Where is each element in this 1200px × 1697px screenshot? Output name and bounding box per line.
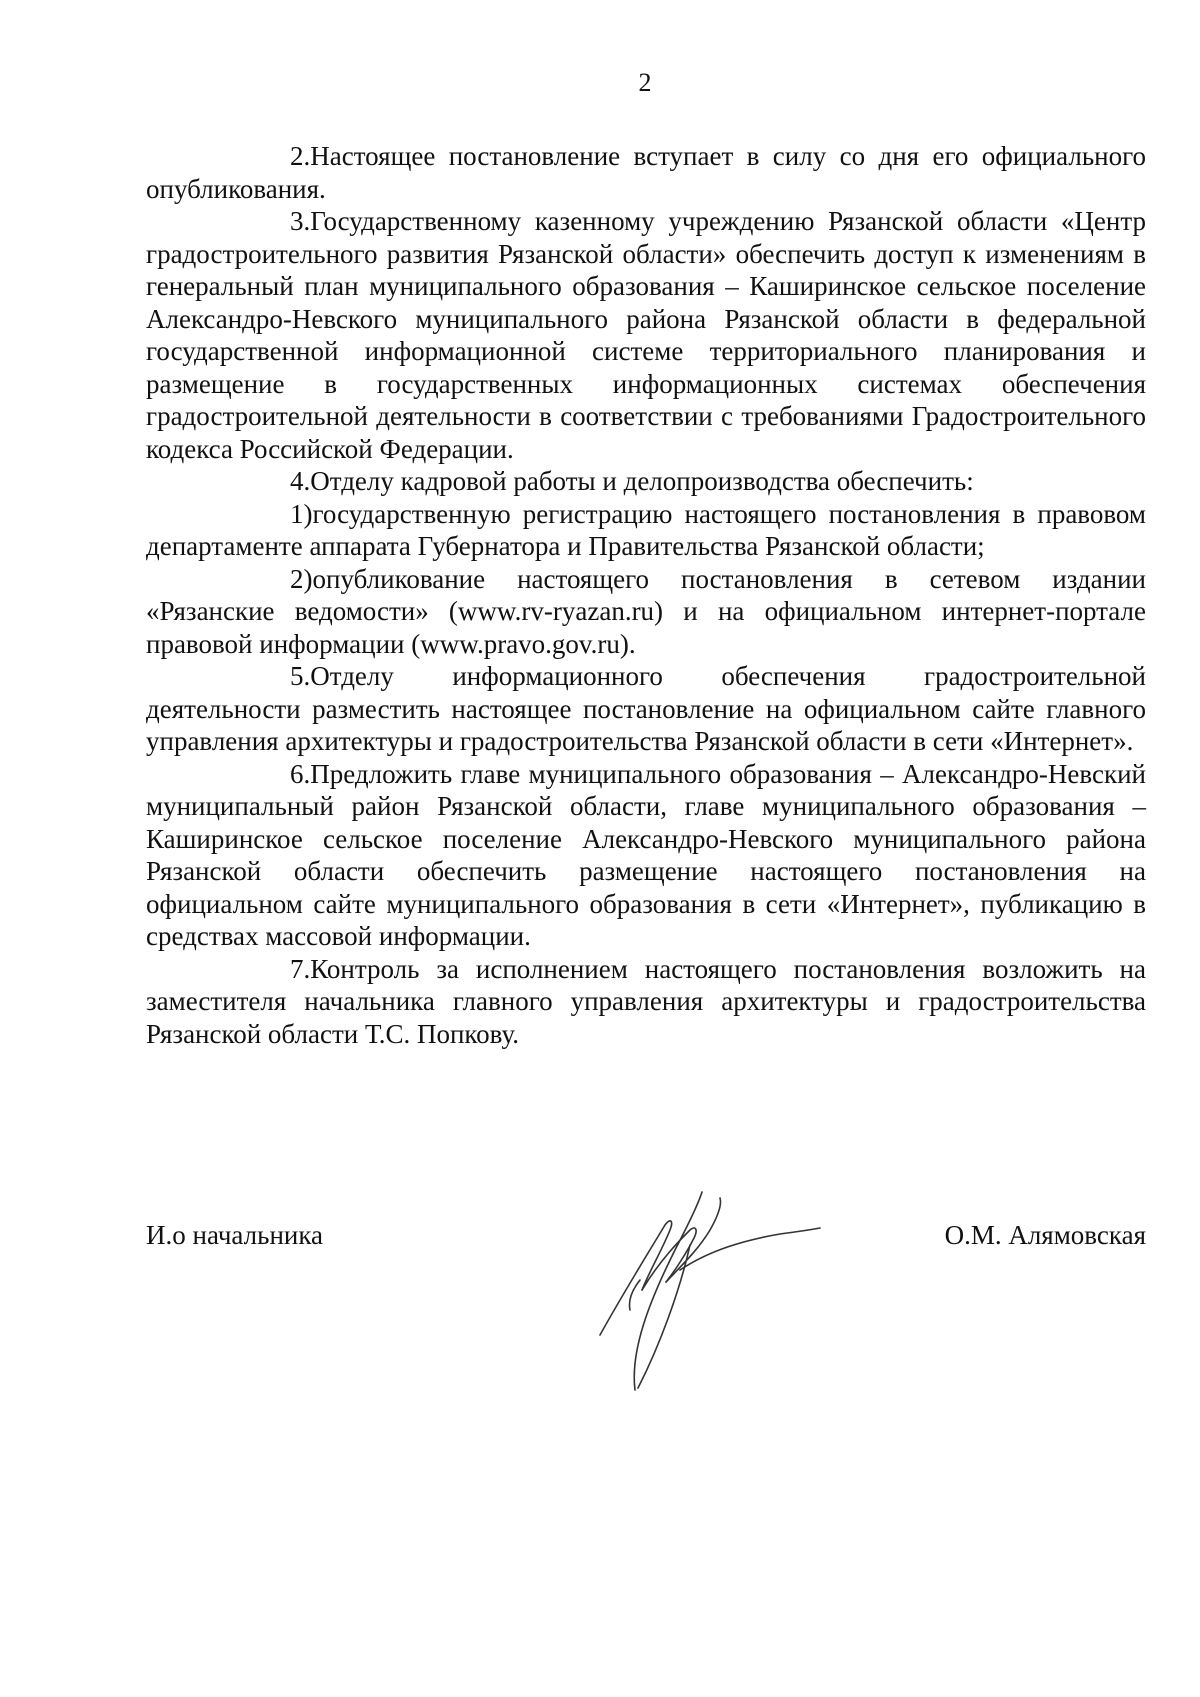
paragraph-text: Контроль за исполнением настоящего постановления возложить на заместителя начальника главного управления архитектуры и градостроительства Рязанской области Т.С. Попкову. <box>146 953 1146 1049</box>
handwritten-signature-icon <box>570 1150 830 1400</box>
paragraph-3 <box>146 205 1146 465</box>
paragraph-text: Государственному казенному учреждению Рязанской области «Центр градостроительного развития Рязанской области» обеспечить доступ к изменениям в генеральный план муниципального образования – Каширинское сельское поселение Александро-Невского муниципального района Рязанской области в федеральной государственной информационной системе территориального планирования и размещение в государственных информационных системах обеспечения градостроительной деятельности в соответствии с требованиями Градостроительного кодекса Российской Федерации. <box>146 206 1146 464</box>
signatory-title: И.о начальника <box>146 1220 324 1250</box>
paragraph-6 <box>146 758 1146 953</box>
paragraph-number: 2) <box>290 563 313 594</box>
subparagraph-1 <box>146 498 1146 563</box>
signature-block <box>146 1220 1146 1260</box>
document-body <box>146 140 1146 1050</box>
paragraph-number: 5. <box>290 661 311 691</box>
paragraph-text: государственную регистрацию настоящего постановления в правовом департаменте аппарата Губернатора и Правительства Рязанской области; <box>146 498 1146 561</box>
paragraph-text: Отделу информационного обеспечения градостроительной деятельности разместить настоящее постановление на официальном сайте главного управления архитектуры и градостроительства Рязанской области в сети «Интернет». <box>146 661 1146 756</box>
paragraph-number: 1) <box>290 498 313 529</box>
paragraph-5 <box>146 660 1146 758</box>
paragraph-text: Предложить главе муниципального образования – Александро-Невский муниципальный район Рязанской области, главе муниципального образования – Каширинское сельское поселение Александро-Невского муниципального района Рязанской области обеспечить размещение настоящего постановления на официальном сайте муниципального образования в сети «Интернет», публикацию в средствах массовой информации. <box>146 758 1146 951</box>
signatory-name: О.М. Алямовская <box>944 1220 1146 1250</box>
paragraph-number: 4. <box>290 466 311 496</box>
paragraph-text: Настоящее постановление вступает в силу со дня его официального опубликования. <box>146 141 1146 204</box>
paragraph-number: 2. <box>290 141 311 171</box>
paragraph-number: 7. <box>290 953 311 984</box>
paragraph-7 <box>146 953 1146 1051</box>
paragraph-4 <box>146 465 1146 498</box>
subparagraph-2 <box>146 563 1146 661</box>
paragraph-text: Отделу кадровой работы и делопроизводства обеспечить: <box>310 466 974 496</box>
paragraph-number: 3. <box>290 206 311 236</box>
paragraph-number: 6. <box>290 758 311 789</box>
paragraph-2 <box>146 140 1146 205</box>
paragraph-text: опубликование настоящего постановления в сетевом издании «Рязанские ведомости» (www.rv-ryazan.ru) и на официальном интернет-портале правовой информации (www.pravo.gov.ru). <box>146 563 1146 659</box>
page-number: 2 <box>638 68 652 97</box>
